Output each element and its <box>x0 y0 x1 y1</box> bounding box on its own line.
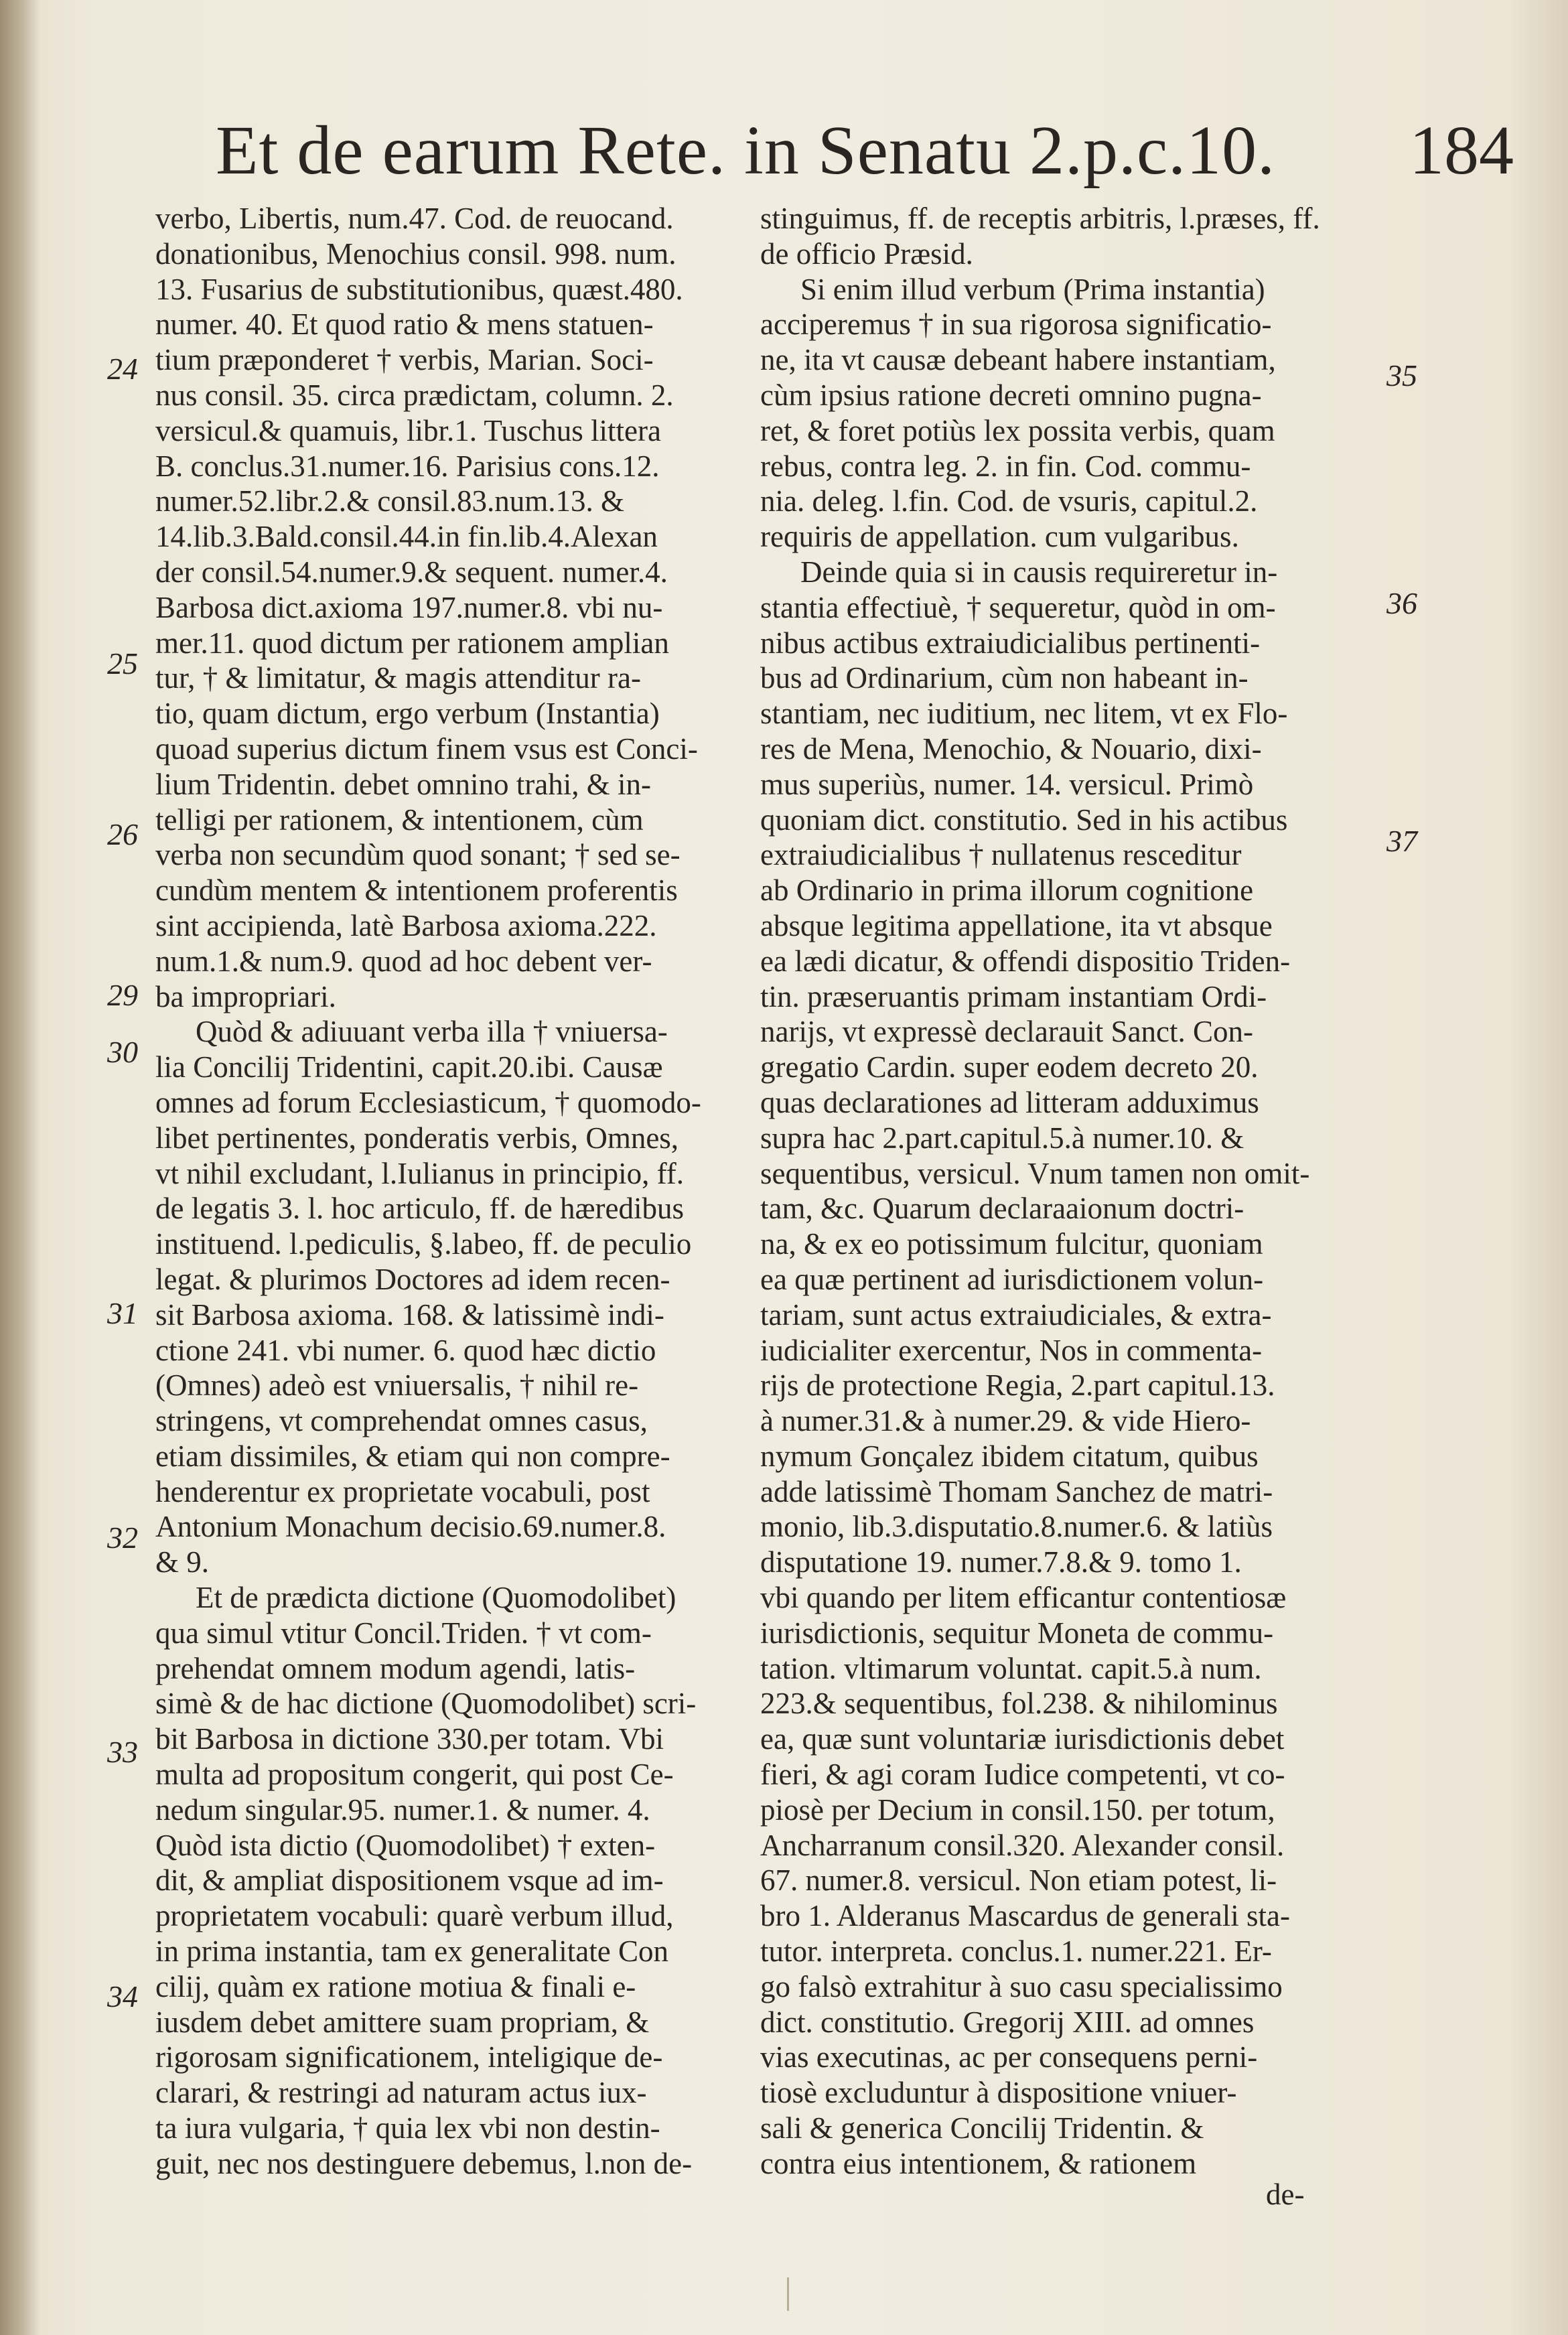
text-line: ab Ordinario in prima illorum cognitione <box>760 873 1254 908</box>
margin-number: 33 <box>107 1735 138 1769</box>
text-line: acciperemus † in sua rigorosa significatio- <box>760 307 1272 342</box>
text-line: der consil.54.numer.9.& sequent. numer.4. <box>155 555 668 589</box>
right-text-column <box>760 201 1353 2182</box>
text-line: quas declarationes ad litteram adduximus <box>760 1085 1259 1119</box>
text-line: tation. vltimarum voluntat. capit.5.à num. <box>760 1651 1262 1685</box>
text-line: legat. & plurimos Doctores ad idem recen- <box>155 1262 670 1296</box>
text-line: lia Concilij Tridentini, capit.20.ibi. Causæ <box>155 1050 663 1084</box>
text-line: cundùm mentem & intentionem proferentis <box>155 873 678 908</box>
text-line: simè & de hac dictione (Quomodolibet) scri- <box>155 1687 697 1721</box>
page-gutter <box>0 0 40 2335</box>
text-line: bit Barbosa in dictione 330.per totam. Vbi <box>155 1722 664 1756</box>
text-line: Barbosa dict.axioma 197.numer.8. vbi nu- <box>155 590 663 624</box>
margin-number: 25 <box>107 646 138 681</box>
text-line: henderentur ex proprietate vocabuli, post <box>155 1474 650 1508</box>
text-line: sequentibus, versicul. Vnum tamen non omit- <box>760 1156 1310 1190</box>
text-line: libet pertinentes, ponderatis verbis, Omnes, <box>155 1121 679 1155</box>
text-line: nia. deleg. l.fin. Cod. de vsuris, capitul.2. <box>760 484 1258 518</box>
catchword: de- <box>1266 2178 1305 2211</box>
margin-number: 37 <box>1386 824 1417 858</box>
text-line: numer. 40. Et quod ratio & mens statuen- <box>155 307 654 342</box>
text-line: & 9. <box>155 1545 210 1579</box>
text-line: tam, &c. Quarum declaraaionum doctri- <box>760 1192 1244 1226</box>
margin-number: 36 <box>1386 586 1417 620</box>
margin-number: 24 <box>107 352 138 386</box>
text-line: dit, & ampliat dispositionem vsque ad im- <box>155 1863 664 1898</box>
text-line: extraiudicialibus † nullatenus resceditur <box>760 838 1242 872</box>
text-line: cilij, quàm ex ratione motiua & finali e- <box>155 1969 636 2003</box>
text-line: gregatio Cardin. super eodem decreto 20. <box>760 1050 1259 1084</box>
text-line: absque legitima appellatione, ita vt absque <box>760 908 1273 942</box>
text-line: 13. Fusarius de substitutionibus, quæst.480. <box>155 272 683 306</box>
text-line: nedum singular.95. numer.1. & numer. 4. <box>155 1792 650 1827</box>
text-line: piosè per Decium in consil.150. per totum, <box>760 1792 1275 1827</box>
text-line: res de Mena, Menochio, & Nouario, dixi- <box>760 731 1262 766</box>
text-line: vbi quando per litem efficantur contentiosæ <box>760 1581 1287 1615</box>
text-line: à numer.31.& à numer.29. & vide Hiero- <box>760 1404 1251 1438</box>
margin-number: 29 <box>107 978 138 1012</box>
text-line: 223.& sequentibus, fol.238. & nihilominus <box>760 1687 1278 1721</box>
text-line: mer.11. quod dictum per rationem amplian <box>155 626 669 660</box>
text-line: stinguimus, ff. de receptis arbitris, l.præses, ff. <box>760 202 1320 235</box>
text-line: ea, quæ sunt voluntariæ iurisdictionis debet <box>760 1722 1285 1756</box>
text-line: tiosè excluduntur à dispositione vniuer- <box>760 2076 1237 2110</box>
text-line: in prima instantia, tam ex generalitate Con <box>155 1934 669 1969</box>
text-line: sint accipienda, latè Barbosa axioma.222. <box>155 908 657 942</box>
text-line: rijs de protectione Regia, 2.part capitul.13. <box>760 1368 1275 1403</box>
margin-number: 32 <box>107 1520 138 1555</box>
text-line: quoad superius dictum finem vsus est Conci- <box>155 731 698 766</box>
text-line: stantiam, nec iuditium, nec litem, vt ex Flo- <box>760 697 1288 731</box>
text-line: ret, & foret potiùs lex possita verbis, quam <box>760 413 1275 447</box>
text-line: sali & generica Concilij Tridentin. & <box>760 2111 1204 2145</box>
margin-number: 35 <box>1386 358 1417 393</box>
text-line: sit Barbosa axioma. 168. & latissimè indi- <box>155 1297 664 1332</box>
text-line: iusdem debet amittere suam propriam, & <box>155 2005 650 2039</box>
text-line: tio, quam dictum, ergo verbum (Instantia) <box>155 697 660 731</box>
text-line: 14.lib.3.Bald.consil.44.in fin.lib.4.Alexan <box>155 520 658 554</box>
text-line: nymum Gonçalez ibidem citatum, quibus <box>760 1439 1259 1473</box>
text-line: ctione 241. vbi numer. 6. quod hæc dictio <box>155 1333 656 1367</box>
text-line: vias executinas, ac per consequens perni- <box>760 2040 1258 2074</box>
text-line: adde latissimè Thomam Sanchez de matri- <box>760 1474 1273 1508</box>
text-line: contra eius intentionem, & rationem <box>760 2146 1197 2180</box>
text-line: donationibus, Menochius consil. 998. num. <box>155 236 676 271</box>
text-line: iudicialiter exercentur, Nos in commenta- <box>760 1333 1263 1367</box>
text-line: iurisdictionis, sequitur Moneta de commu- <box>760 1616 1274 1650</box>
text-line: proprietatem vocabuli: quarè verbum illud, <box>155 1899 674 1933</box>
running-title: Et de earum Rete. in Senatu 2.p.c.10. <box>216 112 1276 189</box>
text-line: tariam, sunt actus extraiudiciales, & extra- <box>760 1297 1272 1332</box>
text-line: multa ad propositum congerit, qui post Ce- <box>155 1758 674 1792</box>
text-line: Quòd ista dictio (Quomodolibet) † exten- <box>155 1828 656 1862</box>
text-line: rebus, contra leg. 2. in fin. Cod. commu- <box>760 449 1251 483</box>
text-line: Antonium Monachum decisio.69.numer.8. <box>155 1510 666 1544</box>
text-line: stringens, vt comprehendat omnes casus, <box>155 1404 648 1438</box>
text-line: clarari, & restringi ad naturam actus iux- <box>155 2076 647 2110</box>
text-line: verba non secundùm quod sonant; † sed se- <box>155 838 681 872</box>
page-number: 184 <box>1409 112 1514 189</box>
running-header <box>201 107 1514 208</box>
text-line: 67. numer.8. versicul. Non etiam potest, li- <box>760 1863 1277 1898</box>
text-line: B. conclus.31.numer.16. Parisius cons.12. <box>155 449 660 483</box>
text-line: bro 1. Alderanus Mascardus de generali sta- <box>760 1899 1290 1933</box>
text-line: vt nihil excludant, l.Iulianus in principio, ff. <box>155 1156 685 1190</box>
text-line: cùm ipsius ratione decreti omnino pugna- <box>760 378 1262 412</box>
text-line: etiam dissimiles, & etiam qui non compre- <box>155 1439 670 1473</box>
text-line: rigorosam significationem, inteligique de- <box>155 2040 663 2074</box>
text-line: Deinde quia si in causis requireretur in- <box>800 555 1278 589</box>
text-line: num.1.& num.9. quod ad hoc debent ver- <box>155 944 652 978</box>
text-line: ba impropriari. <box>155 979 336 1013</box>
text-line: verbo, Libertis, num.47. Cod. de reuocand. <box>155 202 674 235</box>
text-line: Quòd & adiuuant verba illa † vniuersa- <box>196 1015 668 1049</box>
text-line: quoniam dict. constitutio. Sed in his actibus <box>760 802 1288 837</box>
text-line: Et de prædicta dictione (Quomodolibet) <box>196 1581 676 1615</box>
text-line: numer.52.libr.2.& consil.83.num.13. & <box>155 484 624 518</box>
margin-number: 30 <box>107 1035 138 1069</box>
text-line: tur, † & limitatur, & magis attenditur ra- <box>155 661 641 695</box>
text-line: nibus actibus extraiudicialibus pertinenti- <box>760 626 1261 660</box>
text-line: telligi per rationem, & intentionem, cùm <box>155 802 644 837</box>
margin-number: 26 <box>107 817 138 851</box>
text-line: (Omnes) adeò est vniuersalis, † nihil re- <box>155 1368 639 1403</box>
text-line: tium præponderet † verbis, Marian. Soci- <box>155 343 654 377</box>
text-line: ta iura vulgaria, † quia lex vbi non destin- <box>155 2111 660 2145</box>
text-line: tin. præseruantis primam instantiam Ordi- <box>760 979 1267 1013</box>
text-line: mus superiùs, numer. 14. versicul. Primò <box>760 767 1254 801</box>
text-line: nus consil. 35. circa prædictam, column. 2. <box>155 378 674 412</box>
text-line: versicul.& quamuis, libr.1. Tuschus littera <box>155 413 661 447</box>
text-line: Si enim illud verbum (Prima instantia) <box>800 272 1265 306</box>
text-line: qua simul vtitur Concil.Triden. † vt com- <box>155 1616 652 1650</box>
bottom-mark <box>787 2277 789 2311</box>
text-line: ea lædi dicatur, & offendi dispositio Triden- <box>760 944 1291 978</box>
text-line: go falsò extrahitur à suo casu specialissimo <box>760 1969 1283 2003</box>
text-line: monio, lib.3.disputatio.8.numer.6. & latiùs <box>760 1510 1273 1544</box>
text-line: narijs, vt expressè declarauit Sanct. Con- <box>760 1015 1254 1049</box>
text-line: de officio Præsid. <box>760 236 973 271</box>
text-line: de legatis 3. l. hoc articulo, ff. de hæredibus <box>155 1192 684 1226</box>
text-line: prehendat omnem modum agendi, latis- <box>155 1651 636 1685</box>
text-line: lium Tridentin. debet omnino trahi, & in- <box>155 767 651 801</box>
text-line: omnes ad forum Ecclesiasticum, † quomodo- <box>155 1085 701 1119</box>
text-line: stantia effectiuè, † sequeretur, quòd in om- <box>760 590 1276 624</box>
text-line: dict. constitutio. Gregorij XIII. ad omnes <box>760 2005 1255 2039</box>
text-line: guit, nec nos destinguere debemus, l.non de- <box>155 2146 693 2180</box>
left-text-column <box>155 201 745 2182</box>
text-line: bus ad Ordinarium, cùm non habeant in- <box>760 661 1249 695</box>
text-line: tutor. interpreta. conclus.1. numer.221. Er- <box>760 1934 1272 1969</box>
text-line: requiris de appellation. cum vulgaribus. <box>760 520 1239 554</box>
text-line: supra hac 2.part.capitul.5.à numer.10. & <box>760 1121 1244 1155</box>
margin-number: 31 <box>107 1296 138 1330</box>
text-line: ne, ita vt causæ debeant habere instantiam, <box>760 343 1276 377</box>
margin-number: 34 <box>107 1979 138 2013</box>
text-line: na, & ex eo potissimum fulcitur, quoniam <box>760 1227 1263 1261</box>
text-line: disputatione 19. numer.7.8.& 9. tomo 1. <box>760 1545 1242 1579</box>
text-line: fieri, & agi coram Iudice competenti, vt co- <box>760 1758 1285 1792</box>
text-line: Ancharranum consil.320. Alexander consil. <box>760 1828 1285 1862</box>
text-line: ea quæ pertinent ad iurisdictionem volun- <box>760 1262 1264 1296</box>
text-line: instituend. l.pediculis, §.labeo, ff. de peculio <box>155 1227 692 1261</box>
